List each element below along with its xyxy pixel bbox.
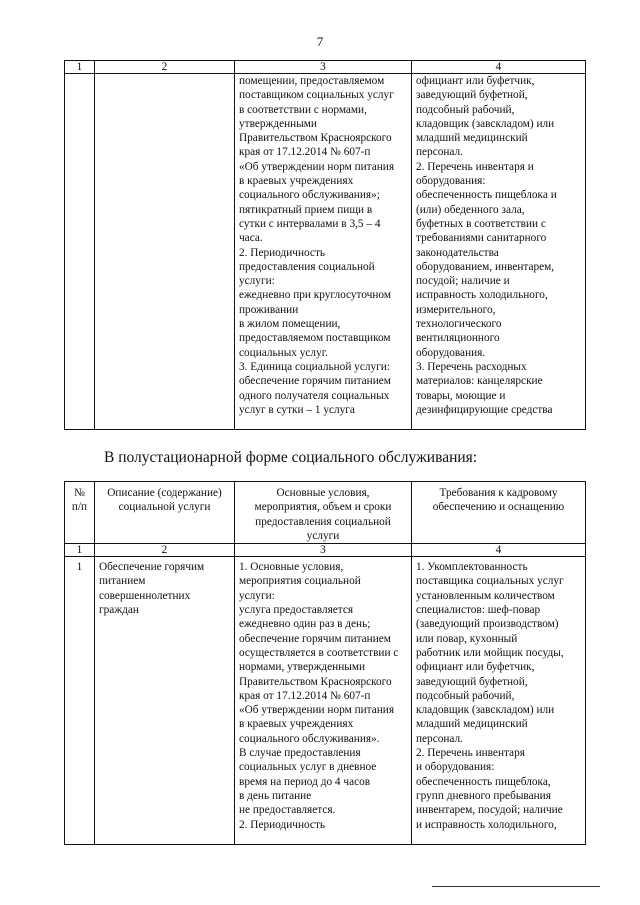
services-table — [64, 481, 586, 845]
text-line: работник или мойщик посуды, — [416, 646, 564, 659]
requirements-cell — [412, 557, 586, 845]
text-line: младший медицинский — [416, 718, 528, 731]
text-line: обеспечению и оснащению — [432, 501, 565, 514]
text-line: услуга предоставляется — [239, 604, 354, 617]
column-number-row — [65, 61, 586, 74]
text-line: сутки с интервалами в 3,5 – 4 — [239, 217, 381, 230]
conditions-cell — [235, 557, 412, 845]
text-line: Обеспечение горячим — [99, 561, 205, 574]
text-line: 2. Перечень инвентаря — [416, 747, 525, 760]
text-line: (заведующий производством) — [416, 618, 559, 631]
column-number: 4 — [412, 544, 586, 557]
table-row — [65, 557, 586, 845]
text-line: В случае предоставления — [239, 747, 361, 760]
text-line: социальной услуги — [118, 501, 211, 514]
text-line: ежедневно при круглосуточном — [239, 289, 391, 302]
text-line: оборудованием, инвентарем, — [416, 260, 555, 273]
column-number: 3 — [235, 61, 412, 74]
text-line: социальных услуг. — [239, 346, 328, 359]
text-line: 1. Укомплектованность — [416, 561, 528, 574]
column-number-row — [65, 544, 586, 557]
text-line: буфетных в соответствии с — [416, 217, 546, 230]
text-line: услуги: — [239, 589, 275, 602]
text-line: ежедневно один раз в день; — [239, 618, 371, 631]
text-line: в день питание — [239, 789, 312, 802]
header-requirements — [412, 482, 586, 544]
text-line: мероприятия социальной — [239, 575, 361, 588]
text-line: социального обслуживания». — [239, 732, 380, 745]
text-line: граждан — [99, 604, 139, 617]
text-line: технологического — [416, 318, 502, 331]
section-heading: В полустационарной форме социального обслуживания: — [104, 449, 478, 466]
text-line: услуги: — [239, 275, 275, 288]
conditions-cell — [235, 74, 412, 430]
text-line: предоставляемом поставщиком — [239, 332, 391, 345]
text-line: или повар, кухонный — [416, 632, 518, 645]
text-line: и оборудования: — [416, 761, 495, 774]
text-line: специалистов: шеф-повар — [416, 604, 541, 617]
header-description — [95, 482, 235, 544]
text-line: в краевых учреждениях — [239, 175, 354, 188]
text-line: Основные условия, — [276, 487, 370, 499]
description-cell — [95, 557, 235, 845]
text-line: Правительством Красноярского — [239, 132, 392, 145]
text-line: 2. Периодичность — [239, 818, 326, 831]
text-line: осуществляется в соответствии с — [239, 646, 399, 659]
text-line: товары, моющие и — [416, 389, 506, 402]
table-row — [65, 74, 586, 430]
continuation-table — [64, 60, 586, 430]
text-line: края от 17.12.2014 № 607-п — [239, 689, 371, 702]
text-line: помещении, предоставляемом — [239, 75, 385, 87]
text-line: заведующий буфетной, — [416, 675, 528, 688]
text-line: одного получателя социальных — [239, 389, 390, 402]
text-line: проживании — [239, 303, 299, 316]
column-number: 2 — [95, 61, 235, 74]
header-number — [65, 482, 95, 544]
text-line: 2. Периодичность — [239, 246, 326, 259]
text-line: № — [74, 487, 85, 499]
text-line: оборудования. — [416, 346, 486, 359]
text-line: поставщиком социальных услуг — [239, 89, 394, 102]
column-number: 1 — [65, 61, 95, 74]
text-line: обеспечение горячим питанием — [239, 632, 391, 645]
header-row — [65, 482, 586, 544]
text-line: посудой; наличие и — [416, 275, 510, 288]
text-line: дезинфицирующие средства — [416, 403, 553, 416]
requirements-cell — [412, 74, 586, 430]
text-line: (или) обеденного зала, — [416, 203, 525, 216]
column-number: 2 — [95, 544, 235, 557]
text-line: в краевых учреждениях — [239, 718, 354, 731]
text-line: нормами, утвержденными — [239, 661, 366, 674]
text-line: услуги — [306, 529, 340, 542]
page-number: 7 — [316, 34, 324, 49]
text-line: Требования к кадровому — [439, 487, 558, 499]
text-line: пятикратный прием пищи в — [239, 203, 373, 216]
text-line: поставщика социальных услуг — [416, 575, 564, 588]
text-line: «Об утверждении норм питания — [239, 704, 395, 717]
empty-cell — [95, 74, 235, 430]
text-line: кладовщик (завскладом) или — [416, 117, 555, 130]
text-line: кладовщик (завскладом) или — [416, 704, 555, 717]
text-line: установленным количеством — [416, 589, 555, 602]
text-line: социального обслуживания»; — [239, 189, 380, 202]
text-line: персонал. — [416, 732, 463, 745]
text-line: персонал. — [416, 146, 463, 159]
text-line: в соответствии с нормами, — [239, 103, 367, 116]
text-line: заведующий буфетной, — [416, 89, 528, 102]
column-number: 4 — [412, 61, 586, 74]
text-line: часа. — [239, 232, 263, 245]
text-line: услуг в сутки – 1 услуга — [239, 403, 355, 416]
text-line: питанием — [99, 575, 146, 588]
text-line: Правительством Красноярского — [239, 675, 392, 688]
text-line: 2. Перечень инвентаря и — [416, 160, 534, 173]
text-line: мероприятия, объем и сроки — [254, 501, 392, 514]
footer-rule — [432, 886, 600, 887]
text-line: требованиями санитарного — [416, 232, 547, 245]
empty-cell — [65, 74, 95, 430]
text-line: вентиляционного — [416, 332, 500, 345]
text-line: предоставления социальной — [239, 260, 375, 273]
text-line: время на период до 4 часов — [239, 775, 371, 788]
text-line: п/п — [71, 501, 88, 514]
column-number: 3 — [235, 544, 412, 557]
text-line: исправность холодильного, — [416, 289, 548, 302]
text-line: официант или буфетчик, — [416, 661, 535, 674]
column-number: 1 — [65, 544, 95, 557]
text-line: края от 17.12.2014 № 607-п — [239, 146, 371, 159]
text-line: совершеннолетних — [99, 589, 191, 602]
text-line: обеспеченность пищеблока и — [416, 189, 557, 202]
text-line: обеспечение горячим питанием — [239, 375, 391, 388]
text-line: не предоставляется. — [239, 804, 336, 817]
text-line: оборудования: — [416, 175, 486, 188]
text-line: 3. Единица социальной услуги: — [239, 360, 390, 373]
text-line: подсобный рабочий, — [416, 103, 515, 116]
text-line: социальных услуг в дневное — [239, 761, 377, 774]
text-line: официант или буфетчик, — [416, 75, 535, 87]
text-line: и исправность холодильного, — [416, 818, 557, 831]
text-line: обеспеченность пищеблока, — [416, 775, 551, 788]
text-line: Описание (содержание) — [107, 487, 222, 499]
text-line: материалов: канцелярские — [416, 375, 543, 388]
text-line: инвентарем, посудой; наличие — [416, 804, 563, 817]
row-number: 1 — [65, 557, 95, 845]
text-line: 3. Перечень расходных — [416, 360, 527, 373]
text-line: «Об утверждении норм питания — [239, 160, 395, 173]
text-line: измерительного, — [416, 303, 496, 316]
text-line: в жилом помещении, — [239, 318, 341, 331]
text-line: утвержденными — [239, 117, 317, 130]
text-line: предоставления социальной — [255, 515, 391, 528]
text-line: 1. Основные условия, — [239, 561, 344, 574]
text-line: групп дневного пребывания — [416, 789, 551, 802]
text-line: младший медицинский — [416, 132, 528, 145]
text-line: подсобный рабочий, — [416, 689, 515, 702]
text-line: законодательства — [416, 246, 499, 259]
header-conditions — [235, 482, 412, 544]
